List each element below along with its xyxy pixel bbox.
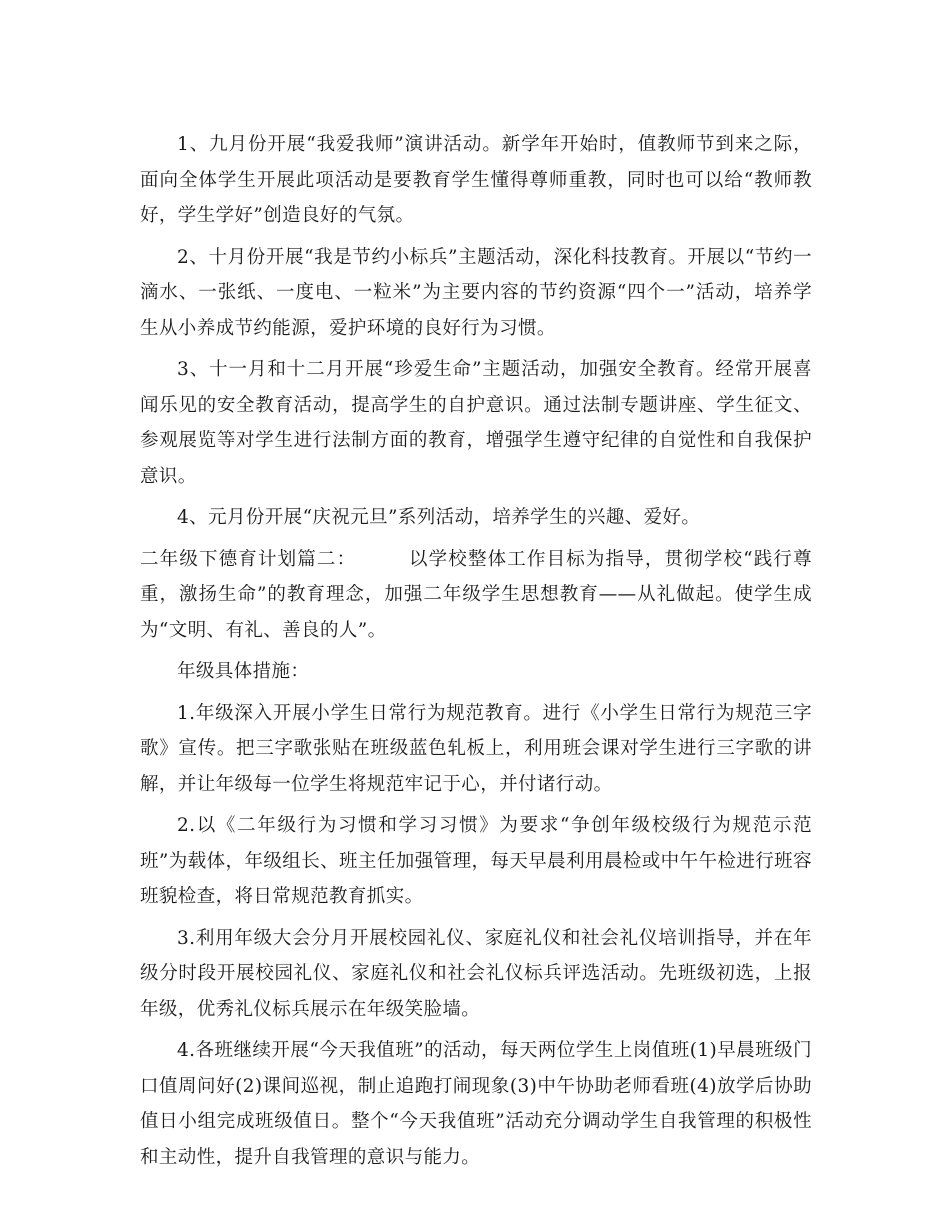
document-body: [140, 127, 812, 1181]
measure-item-4: 4.各班继续开展“今天我值班”的活动，每天两位学生上岗值班(1)早晨班级门口值周问好(2)课间巡视，制止追跑打闹现象(3)中午协助老师看班(4)放学后协助值日小组完成班级值日。整个“今天我值班”活动充分调动学生自我管理的积极性和主动性，提升自我管理的意识与能力。: [140, 1040, 812, 1168]
activity-paragraph-november-december: 3、十一月和十二月开展“珍爱生命”主题活动，加强安全教育。经常开展喜闻乐见的安全教育活动，提高学生的自护意识。通过法制专题讲座、学生征文、参观展览等对学生进行法制方面的教育，增强学生遵守纪律的自觉性和自我保护意识。: [140, 359, 812, 487]
measure-item-3: 3.利用年级大会分月开展校园礼仪、家庭礼仪和社会礼仪培训指导，并在年级分时段开展校园礼仪、家庭礼仪和社会礼仪标兵评选活动。先班级初选，上报年级，优秀礼仪标兵展示在年级笑脸墙。: [140, 927, 812, 1020]
section-two-heading: 二年级下德育计划篇二：: [140, 548, 357, 570]
measure-item-1: 1.年级深入开展小学生日常行为规范教育。进行《小学生日常行为规范三字歌》宣传。把三字歌张贴在班级蓝色轧板上，利用班会课对学生进行三字歌的讲解，并让年级每一位学生将规范牢记于心，并付诸行动。: [140, 702, 812, 795]
activity-paragraph-october: 2、十月份开展“我是节约小标兵”主题活动，深化科技教育。开展以“节约一滴水、一张纸、一度电、一粒米”为主要内容的节约资源“四个一”活动，培养学生从小养成节约能源，爱护环境的良好行为习惯。: [140, 246, 812, 339]
measure-item-2: 2.以《二年级行为习惯和学习习惯》为要求“争创年级校级行为规范示范班”为载体，年级组长、班主任加强管理，每天早晨利用晨检或中午午检进行班容班貌检查，将日常规范教育抓实。: [140, 815, 812, 907]
section-two-body: 以学校整体工作目标为指导，贯彻学校“践行尊重，激扬生命”的教育理念，加强二年级学生思想教育——从礼做起。使学生成为“文明、有礼、善良的人”。: [140, 548, 812, 641]
measures-heading: 年级具体措施：: [177, 661, 310, 682]
section-two-paragraph: [140, 542, 812, 649]
activity-paragraph-september: 1、九月份开展“我爱我师”演讲活动。新学年开始时，值教师节到来之际，面向全体学生开展此项活动是要教育学生懂得尊师重教，同时也可以给“教师教好，学生学好”创造良好的气氛。: [140, 134, 812, 226]
activity-paragraph-january: 4、元月份开展“庆祝元旦”系列活动，培养学生的兴趣、爱好。: [177, 507, 701, 528]
